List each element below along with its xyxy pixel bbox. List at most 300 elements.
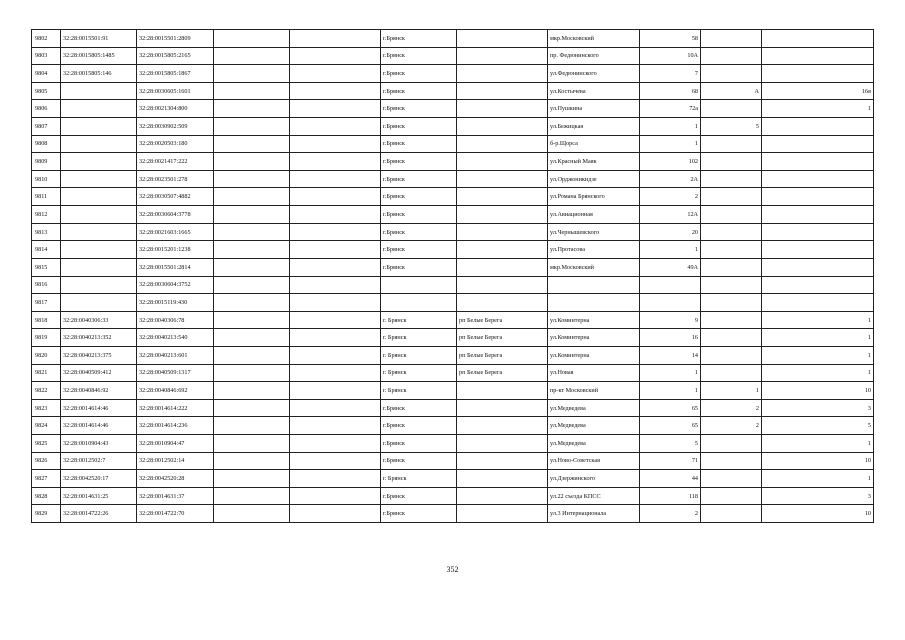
table-row (32, 364, 874, 382)
cell-city (381, 294, 457, 312)
cell-row-number: 9829 (32, 505, 61, 523)
cell-cadastral-number-2: 32:28:0015119:430 (137, 294, 214, 312)
cell-cadastral-number-1 (61, 294, 137, 312)
cell-street: ул.Медведева (548, 417, 640, 435)
cell-cadastral-number-1 (61, 135, 137, 153)
cell-street: ул.Костычева (548, 82, 640, 100)
cell-cadastral-number-1: 32:28:0040846:92 (61, 382, 137, 400)
cell-cadastral-number-1: 32:28:0040213:352 (61, 329, 137, 347)
cell-street: ул.Федюнинского (548, 65, 640, 83)
cell-empty-2 (290, 487, 381, 505)
cell-row-number: 9810 (32, 170, 61, 188)
cell-cadastral-number-2: 32:28:0023501:278 (137, 170, 214, 188)
cell-district (457, 294, 548, 312)
cell-street: ул.Коминтерна (548, 346, 640, 364)
cell-empty-1 (214, 329, 290, 347)
table-row (32, 346, 874, 364)
cell-house: 14 (640, 346, 701, 364)
cell-city: г.Брянск (381, 47, 457, 65)
cell-cadastral-number-2: 32:28:0015805:2165 (137, 47, 214, 65)
cell-street: ул.22 съезда КПСС (548, 487, 640, 505)
cell-cadastral-number-2: 32:28:0030507:4882 (137, 188, 214, 206)
cell-row-number: 9817 (32, 294, 61, 312)
cell-city: г.Брянск (381, 435, 457, 453)
cell-street: ул.Бежицкая (548, 118, 640, 136)
cell-cadastral-number-1: 32:28:0015805:146 (61, 65, 137, 83)
cell-street: ул.3 Интернационала (548, 505, 640, 523)
cell-cadastral-number-2: 32:28:0015501:2814 (137, 258, 214, 276)
cell-street: пр. Федюнинского (548, 47, 640, 65)
cell-row-number: 9809 (32, 153, 61, 171)
cell-apartment (762, 206, 874, 224)
cell-house: 1 (640, 364, 701, 382)
cell-row-number: 9814 (32, 241, 61, 259)
cell-empty-1 (214, 170, 290, 188)
page-number: 352 (446, 565, 459, 574)
cell-cadastral-number-2: 32:28:0040846:692 (137, 382, 214, 400)
cell-apartment: 10 (762, 505, 874, 523)
cell-cadastral-number-1 (61, 223, 137, 241)
cell-empty-2 (290, 153, 381, 171)
cell-city: г.Брянск (381, 82, 457, 100)
cell-street (548, 276, 640, 294)
cell-street: ул.Пушкина (548, 100, 640, 118)
cell-cadastral-number-1: 32:28:0014614:46 (61, 417, 137, 435)
cell-house: 1 (640, 118, 701, 136)
cell-empty-1 (214, 153, 290, 171)
cell-empty-2 (290, 505, 381, 523)
cell-empty-2 (290, 65, 381, 83)
table-row (32, 30, 874, 48)
cell-cadastral-number-1 (61, 118, 137, 136)
cell-street: ул.Коминтерна (548, 329, 640, 347)
cell-district (457, 188, 548, 206)
cell-house: 65 (640, 399, 701, 417)
cell-cadastral-number-1: 32:28:0040509:412 (61, 364, 137, 382)
cell-empty-1 (214, 346, 290, 364)
cell-district (457, 470, 548, 488)
cell-house: 1 (640, 135, 701, 153)
cell-apartment: 1 (762, 100, 874, 118)
cell-building (701, 153, 762, 171)
cell-district (457, 170, 548, 188)
cell-building (701, 65, 762, 83)
cell-apartment: 1 (762, 435, 874, 453)
cell-house: 20 (640, 223, 701, 241)
cell-house: 44 (640, 470, 701, 488)
cell-cadastral-number-2: 32:28:0021603:1665 (137, 223, 214, 241)
cell-building (701, 30, 762, 48)
cell-district (457, 241, 548, 259)
cell-empty-1 (214, 311, 290, 329)
cell-row-number: 9828 (32, 487, 61, 505)
cell-empty-1 (214, 65, 290, 83)
cell-empty-1 (214, 382, 290, 400)
cell-district (457, 487, 548, 505)
cell-city: г.Брянск (381, 100, 457, 118)
cell-cadastral-number-1: 32:28:0040306:33 (61, 311, 137, 329)
cell-empty-1 (214, 241, 290, 259)
cell-empty-2 (290, 100, 381, 118)
cell-row-number: 9826 (32, 452, 61, 470)
cell-house: 10А (640, 47, 701, 65)
cell-house: 49А (640, 258, 701, 276)
cell-street: ул.Романа Брянского (548, 188, 640, 206)
cell-apartment: 1 (762, 364, 874, 382)
cell-district (457, 82, 548, 100)
cell-building (701, 206, 762, 224)
cell-apartment (762, 188, 874, 206)
cell-district: рп Белые Берега (457, 346, 548, 364)
cell-empty-2 (290, 452, 381, 470)
cell-cadastral-number-1: 32:28:0015501:91 (61, 30, 137, 48)
cell-cadastral-number-1: 32:28:0015805:1485 (61, 47, 137, 65)
cell-apartment: 1 (762, 329, 874, 347)
table-row (32, 452, 874, 470)
table-row (32, 47, 874, 65)
cell-cadastral-number-1 (61, 188, 137, 206)
table-row (32, 505, 874, 523)
cell-city: г.Брянск (381, 223, 457, 241)
cell-empty-2 (290, 135, 381, 153)
cell-apartment (762, 276, 874, 294)
cell-city: г.Брянск (381, 399, 457, 417)
cell-apartment (762, 294, 874, 312)
cell-apartment: 1 (762, 470, 874, 488)
cell-apartment (762, 241, 874, 259)
cell-row-number: 9821 (32, 364, 61, 382)
cell-cadastral-number-2: 32:28:0010904:47 (137, 435, 214, 453)
cell-apartment (762, 65, 874, 83)
cell-empty-2 (290, 82, 381, 100)
cell-empty-1 (214, 47, 290, 65)
cell-building: 2 (701, 417, 762, 435)
cell-empty-2 (290, 170, 381, 188)
cell-house: 118 (640, 487, 701, 505)
cell-row-number: 9811 (32, 188, 61, 206)
cell-apartment: 16в (762, 82, 874, 100)
cell-city: г. Брянск (381, 470, 457, 488)
cell-row-number: 9820 (32, 346, 61, 364)
cell-house: 2 (640, 505, 701, 523)
cell-cadastral-number-1: 32:28:0014722:26 (61, 505, 137, 523)
cell-cadastral-number-1 (61, 170, 137, 188)
cell-street: б-р.Щорса (548, 135, 640, 153)
cell-empty-1 (214, 452, 290, 470)
cell-empty-1 (214, 100, 290, 118)
cell-district (457, 100, 548, 118)
cell-cadastral-number-2: 32:28:0012502:14 (137, 452, 214, 470)
cell-empty-1 (214, 206, 290, 224)
cell-apartment (762, 30, 874, 48)
cell-house: 1 (640, 241, 701, 259)
cell-city: г.Брянск (381, 188, 457, 206)
table-row (32, 399, 874, 417)
cell-cadastral-number-2: 32:28:0030605:1601 (137, 82, 214, 100)
cell-street: ул.Медведева (548, 399, 640, 417)
cell-street: пр-кт Московский (548, 382, 640, 400)
table-row (32, 311, 874, 329)
cell-street: ул.Авиационная (548, 206, 640, 224)
cell-apartment (762, 135, 874, 153)
cell-city: г.Брянск (381, 258, 457, 276)
table-row (32, 294, 874, 312)
cell-building: 1 (701, 382, 762, 400)
cell-cadastral-number-1 (61, 206, 137, 224)
cell-empty-1 (214, 294, 290, 312)
cell-district (457, 452, 548, 470)
cell-building (701, 487, 762, 505)
cell-house: 5 (640, 435, 701, 453)
cell-street: мкр.Московский (548, 30, 640, 48)
registry-table (31, 29, 874, 523)
cell-house: 7 (640, 65, 701, 83)
cell-apartment: 5 (762, 417, 874, 435)
cell-empty-1 (214, 505, 290, 523)
table-row (32, 82, 874, 100)
cell-district (457, 206, 548, 224)
cell-district (457, 65, 548, 83)
table-row (32, 65, 874, 83)
cell-cadastral-number-2: 32:28:0040306:78 (137, 311, 214, 329)
cell-house: 72а (640, 100, 701, 118)
cell-row-number: 9803 (32, 47, 61, 65)
cell-empty-2 (290, 276, 381, 294)
cell-city: г.Брянск (381, 452, 457, 470)
cell-cadastral-number-2: 32:28:0040213:540 (137, 329, 214, 347)
cell-street: ул.Протасова (548, 241, 640, 259)
cell-building (701, 505, 762, 523)
cell-apartment: 10 (762, 452, 874, 470)
cell-house: 16 (640, 329, 701, 347)
table-row (32, 135, 874, 153)
cell-row-number: 9822 (32, 382, 61, 400)
cell-row-number: 9819 (32, 329, 61, 347)
cell-district: рп Белые Берега (457, 311, 548, 329)
cell-building (701, 135, 762, 153)
table-row (32, 276, 874, 294)
cell-apartment: 1 (762, 311, 874, 329)
cell-cadastral-number-2: 32:28:0015501:2809 (137, 30, 214, 48)
cell-city: г.Брянск (381, 135, 457, 153)
cell-cadastral-number-1: 32:28:0012502:7 (61, 452, 137, 470)
cell-street: ул.Медведева (548, 435, 640, 453)
cell-empty-1 (214, 82, 290, 100)
cell-house: 12А (640, 206, 701, 224)
cell-city: г. Брянск (381, 346, 457, 364)
cell-cadastral-number-2: 32:28:0020503:180 (137, 135, 214, 153)
cell-district (457, 417, 548, 435)
cell-apartment: 3 (762, 487, 874, 505)
cell-city: г.Брянск (381, 505, 457, 523)
cell-row-number: 9805 (32, 82, 61, 100)
cell-district (457, 435, 548, 453)
cell-empty-2 (290, 329, 381, 347)
cell-empty-2 (290, 435, 381, 453)
cell-house: 68 (640, 82, 701, 100)
cell-building (701, 435, 762, 453)
cell-cadastral-number-1: 32:28:0014614:46 (61, 399, 137, 417)
cell-empty-2 (290, 399, 381, 417)
cell-city: г. Брянск (381, 382, 457, 400)
table-row (32, 258, 874, 276)
cell-city: г. Брянск (381, 364, 457, 382)
registry-table-container (31, 29, 874, 523)
cell-cadastral-number-1 (61, 82, 137, 100)
cell-building (701, 452, 762, 470)
cell-apartment (762, 258, 874, 276)
cell-cadastral-number-1 (61, 241, 137, 259)
cell-row-number: 9812 (32, 206, 61, 224)
cell-building (701, 329, 762, 347)
table-row (32, 100, 874, 118)
cell-city: г.Брянск (381, 241, 457, 259)
cell-street: ул.Красный Маяк (548, 153, 640, 171)
cell-empty-2 (290, 118, 381, 136)
cell-cadastral-number-1: 32:28:0010904:43 (61, 435, 137, 453)
cell-cadastral-number-1 (61, 153, 137, 171)
cell-district (457, 47, 548, 65)
cell-building (701, 223, 762, 241)
cell-row-number: 9802 (32, 30, 61, 48)
cell-row-number: 9807 (32, 118, 61, 136)
cell-empty-1 (214, 417, 290, 435)
cell-empty-2 (290, 188, 381, 206)
cell-cadastral-number-2: 32:28:0030604:3778 (137, 206, 214, 224)
cell-row-number: 9824 (32, 417, 61, 435)
cell-apartment: 1 (762, 346, 874, 364)
cell-row-number: 9804 (32, 65, 61, 83)
cell-city: г.Брянск (381, 417, 457, 435)
cell-empty-1 (214, 223, 290, 241)
cell-city: г.Брянск (381, 206, 457, 224)
cell-district (457, 505, 548, 523)
cell-district (457, 382, 548, 400)
cell-building (701, 241, 762, 259)
cell-street: ул.Чернышевского (548, 223, 640, 241)
cell-apartment (762, 223, 874, 241)
cell-house: 71 (640, 452, 701, 470)
cell-cadastral-number-2: 32:28:0021417:222 (137, 153, 214, 171)
cell-district (457, 276, 548, 294)
cell-empty-2 (290, 311, 381, 329)
cell-district: рп Белые Берега (457, 364, 548, 382)
cell-empty-1 (214, 399, 290, 417)
table-row (32, 435, 874, 453)
cell-empty-2 (290, 364, 381, 382)
cell-empty-1 (214, 118, 290, 136)
table-row (32, 188, 874, 206)
cell-city: г.Брянск (381, 487, 457, 505)
cell-empty-2 (290, 417, 381, 435)
cell-house: 58 (640, 30, 701, 48)
cell-cadastral-number-2: 32:28:0030604:3752 (137, 276, 214, 294)
cell-house (640, 276, 701, 294)
table-row (32, 417, 874, 435)
cell-apartment (762, 118, 874, 136)
cell-house: 102 (640, 153, 701, 171)
cell-apartment: 3 (762, 399, 874, 417)
cell-row-number: 9813 (32, 223, 61, 241)
cell-building (701, 470, 762, 488)
cell-empty-1 (214, 30, 290, 48)
cell-street: ул.Дзержинского (548, 470, 640, 488)
cell-house: 1 (640, 382, 701, 400)
cell-house: 65 (640, 417, 701, 435)
cell-city: г.Брянск (381, 118, 457, 136)
cell-empty-1 (214, 258, 290, 276)
cell-row-number: 9815 (32, 258, 61, 276)
cell-empty-1 (214, 276, 290, 294)
cell-row-number: 9825 (32, 435, 61, 453)
table-row (32, 118, 874, 136)
cell-empty-1 (214, 188, 290, 206)
cell-city: г.Брянск (381, 153, 457, 171)
cell-row-number: 9808 (32, 135, 61, 153)
table-row (32, 329, 874, 347)
cell-cadastral-number-1 (61, 258, 137, 276)
cell-cadastral-number-2: 32:28:0040213:601 (137, 346, 214, 364)
cell-cadastral-number-1 (61, 100, 137, 118)
cell-cadastral-number-2: 32:28:0040509:1317 (137, 364, 214, 382)
cell-street (548, 294, 640, 312)
cell-street: ул.Новая (548, 364, 640, 382)
cell-building (701, 364, 762, 382)
cell-street: мкр.Московский (548, 258, 640, 276)
cell-building (701, 100, 762, 118)
cell-empty-1 (214, 435, 290, 453)
cell-empty-2 (290, 47, 381, 65)
cell-district (457, 153, 548, 171)
table-row (32, 153, 874, 171)
cell-empty-1 (214, 487, 290, 505)
cell-street: ул.Коминтерна (548, 311, 640, 329)
cell-empty-2 (290, 258, 381, 276)
table-row (32, 241, 874, 259)
cell-building (701, 346, 762, 364)
cell-empty-1 (214, 470, 290, 488)
cell-street: ул.Орджоникидзе (548, 170, 640, 188)
cell-cadastral-number-2: 32:28:0030902:509 (137, 118, 214, 136)
cell-empty-2 (290, 206, 381, 224)
cell-cadastral-number-2: 32:28:0021304:800 (137, 100, 214, 118)
cell-building (701, 276, 762, 294)
cell-cadastral-number-2: 32:28:0014631:37 (137, 487, 214, 505)
table-row (32, 223, 874, 241)
cell-district (457, 399, 548, 417)
cell-apartment (762, 47, 874, 65)
table-row (32, 470, 874, 488)
cell-cadastral-number-1 (61, 276, 137, 294)
cell-row-number: 9827 (32, 470, 61, 488)
cell-empty-2 (290, 346, 381, 364)
cell-district (457, 135, 548, 153)
cell-city: г.Брянск (381, 65, 457, 83)
cell-cadastral-number-2: 32:28:0014614:236 (137, 417, 214, 435)
cell-district (457, 223, 548, 241)
cell-cadastral-number-2: 32:28:0015201:1238 (137, 241, 214, 259)
table-body (32, 30, 874, 523)
table-row (32, 487, 874, 505)
cell-city: г.Брянск (381, 170, 457, 188)
cell-empty-2 (290, 294, 381, 312)
table-row (32, 382, 874, 400)
cell-cadastral-number-1: 32:28:0014631:25 (61, 487, 137, 505)
cell-empty-1 (214, 364, 290, 382)
cell-empty-1 (214, 135, 290, 153)
cell-row-number: 9823 (32, 399, 61, 417)
cell-district (457, 30, 548, 48)
